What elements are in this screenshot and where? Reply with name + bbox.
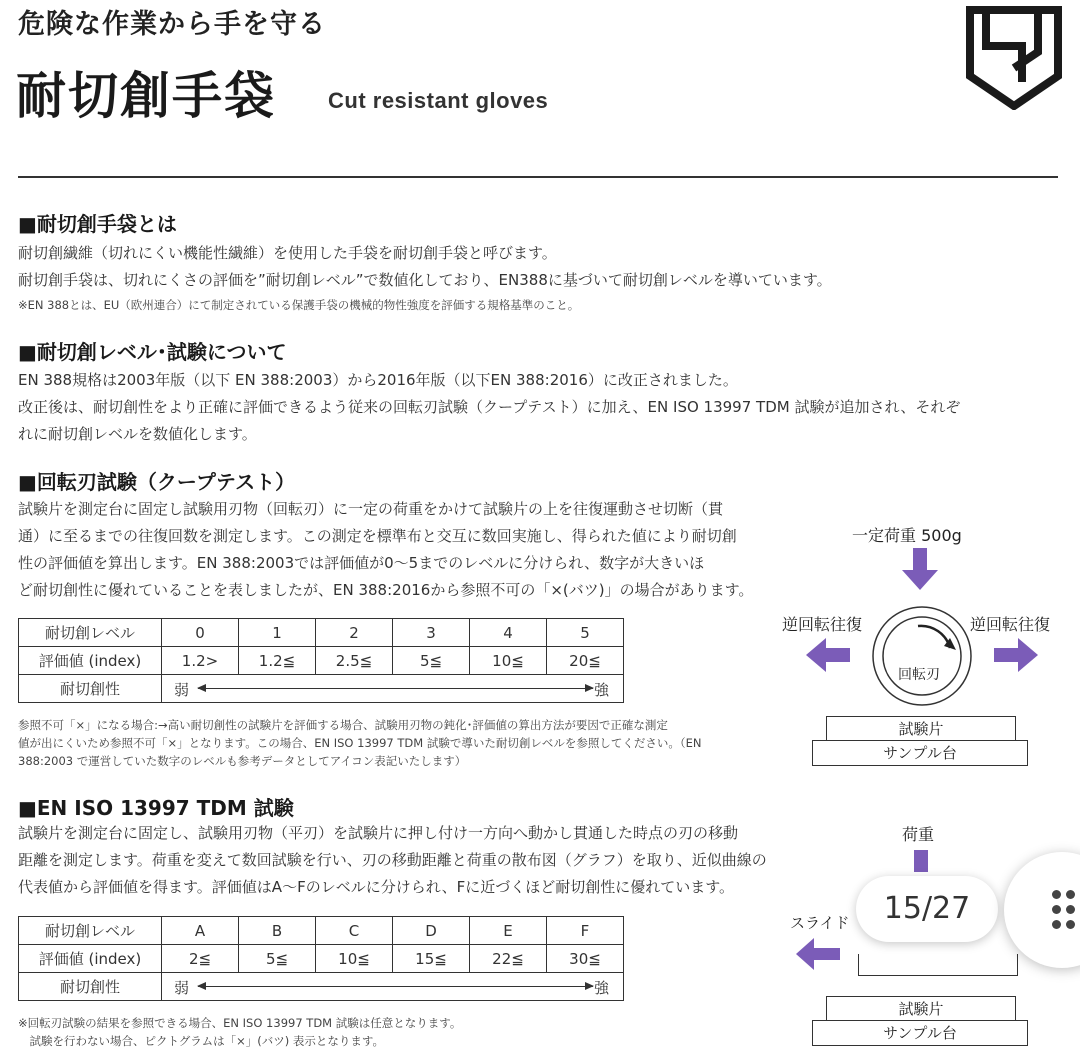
table-row <box>19 675 624 703</box>
rotary-blade-label: 回転刃 <box>898 667 940 683</box>
body-line: 通）に至るまでの往復回数を測定します。この測定を標準布と交互に数回実施し、得られた値により耐切創 <box>18 527 737 545</box>
coup-level-table <box>18 618 624 703</box>
coup-specimen-box: 試験片 <box>826 716 1016 742</box>
level-cell: E <box>470 917 547 945</box>
value-cell: 1.2≦ <box>239 647 316 675</box>
down-arrow-icon <box>900 548 940 592</box>
tdm-level-table <box>18 916 624 1001</box>
level-cell: 5 <box>547 619 624 647</box>
page-subtitle: 危険な作業から手を守る <box>18 9 326 40</box>
value-cell: 2≦ <box>162 945 239 973</box>
value-cell: 5≦ <box>393 647 470 675</box>
body-line: ど耐切創性に優れていることを表しましたが、EN 388:2016から参照不可の「×(バツ)」の場合があります。 <box>18 581 754 599</box>
note-line: 値が出にくいため参照不可「×」となります。この場合、EN ISO 13997 TDM 試験で導いた耐切創レベルを参照してください。（EN <box>18 736 702 750</box>
body-line: れに耐切創レベルを数値化します。 <box>18 425 257 443</box>
level-cell: D <box>393 917 470 945</box>
coup-right-label: 逆回転往復 <box>970 615 1051 634</box>
note-line: 参照不可「×」になる場合:→高い耐切創性の試験片を評価する場合、試験用刃物の鈍化･評価値の算出方法が要因で正確な測定 <box>18 718 668 732</box>
body-line: 距離を測定します。荷重を変えて数回試験を行い、刃の移動距離と荷重の散布図（グラフ）を取り、近似曲線の <box>18 851 767 869</box>
value-cell: 10≦ <box>470 647 547 675</box>
strong-label: 強 <box>593 681 609 699</box>
section-tdm-body <box>18 820 778 901</box>
value-cell: 2.5≦ <box>316 647 393 675</box>
tdm-slide-label: スライド <box>790 914 850 932</box>
tdm-load-label: 荷重 <box>902 825 935 844</box>
scale-arrow <box>198 688 593 689</box>
coup-left-label: 逆回転往復 <box>782 615 863 634</box>
resistance-scale <box>162 675 624 703</box>
row-label: 評価値 (index) <box>19 945 162 973</box>
value-cell: 5≦ <box>239 945 316 973</box>
row-label: 耐切創レベル <box>19 917 162 945</box>
table-row <box>19 973 624 1001</box>
section-about-body <box>18 240 1068 294</box>
section-heading-coup-test: ■回転刃試験（クープテスト） <box>18 470 296 494</box>
page-title: 耐切創手袋 <box>16 67 276 125</box>
grid-menu-button[interactable] <box>1004 852 1080 968</box>
strong-label: 強 <box>593 979 609 997</box>
section-about-note: ※EN 388とは、EU（欧州連合）にて制定されている保護手袋の機械的物性強度を評価する規格基準のこと。 <box>18 298 580 312</box>
body-line: 性の評価値を算出します。EN 388:2003では評価値が0〜5までのレベルに分けられ、数字が大きいほ <box>18 554 705 572</box>
level-cell: A <box>162 917 239 945</box>
level-cell: 2 <box>316 619 393 647</box>
value-cell: 1.2> <box>162 647 239 675</box>
row-label: 耐切創レベル <box>19 619 162 647</box>
load-bar-icon <box>914 850 928 872</box>
weak-label: 弱 <box>174 681 190 699</box>
row-label: 耐切創性 <box>19 675 162 703</box>
level-cell: B <box>239 917 316 945</box>
left-arrow-icon <box>806 638 850 672</box>
coup-notes <box>18 716 778 770</box>
tdm-specimen-box: 試験片 <box>826 996 1016 1022</box>
table-row <box>19 647 624 675</box>
page-title-english: Cut resistant gloves <box>328 88 549 113</box>
note-line: ※回転刃試験の結果を参照できる場合、EN ISO 13997 TDM 試験は任意となります。 <box>18 1016 462 1030</box>
row-label: 評価値 (index) <box>19 647 162 675</box>
body-line: 試験片を測定台に固定し試験用刃物（回転刃）に一定の荷重をかけて試験片の上を往復運動させ切断（貫 <box>18 500 724 518</box>
scale-arrow <box>198 986 593 987</box>
weak-label: 弱 <box>174 979 190 997</box>
page-indicator[interactable]: 15/27 <box>856 876 998 942</box>
value-cell: 22≦ <box>470 945 547 973</box>
coup-load-label: 一定荷重 500g <box>852 526 962 545</box>
section-heading-about: ■耐切創手袋とは <box>18 212 177 236</box>
section-heading-tdm-test: ■EN ISO 13997 TDM 試験 <box>18 796 294 820</box>
level-cell: 3 <box>393 619 470 647</box>
level-cell: 1 <box>239 619 316 647</box>
level-cell: 4 <box>470 619 547 647</box>
table-row <box>19 917 624 945</box>
right-arrow-icon <box>994 638 1038 672</box>
body-line: 耐切創手袋は、切れにくさの評価を”耐切創レベル”で数値化しており、EN388に基づいて耐切創レベルを導いています。 <box>18 271 832 289</box>
resistance-scale <box>162 973 624 1001</box>
header-divider <box>18 176 1058 178</box>
value-cell: 15≦ <box>393 945 470 973</box>
note-line: 388:2003 で運営していた数字のレベルも参考データとしてアイコン表記いたします） <box>18 754 467 768</box>
body-line: 代表値から評価値を得ます。評価値はA〜Fのレベルに分けられ、Fに近づくほど耐切創性に優れています。 <box>18 878 735 896</box>
table-row <box>19 619 624 647</box>
tdm-stage-box: サンプル台 <box>812 1020 1028 1046</box>
table-row <box>19 945 624 973</box>
body-line: 改正後は、耐切創性をより正確に評価できるよう従来の回転刃試験（クープテスト）に加え、EN ISO 13997 TDM 試験が追加され、それぞ <box>18 398 961 416</box>
level-cell: F <box>547 917 624 945</box>
rotary-blade-icon <box>870 604 974 708</box>
level-cell: 0 <box>162 619 239 647</box>
section-heading-levels: ■耐切創レベル･試験について <box>18 340 287 364</box>
tdm-notes <box>18 1014 778 1050</box>
section-levels-body <box>18 367 1068 448</box>
tdm-blade-holder <box>858 954 1018 976</box>
coup-stage-box: サンプル台 <box>812 740 1028 766</box>
brand-logo-icon <box>966 6 1062 110</box>
value-cell: 10≦ <box>316 945 393 973</box>
body-line: EN 388規格は2003年版（以下 EN 388:2003）から2016年版（以下EN 388:2016）に改正されました。 <box>18 371 738 389</box>
value-cell: 20≦ <box>547 647 624 675</box>
value-cell: 30≦ <box>547 945 624 973</box>
level-cell: C <box>316 917 393 945</box>
body-line: 試験片を測定台に固定し、試験用刃物（平刃）を試験片に押し付け一方向へ動かし貫通した時点の刃の移動 <box>18 824 739 842</box>
row-label: 耐切創性 <box>19 973 162 1001</box>
slide-left-arrow-icon <box>796 938 840 970</box>
body-line: 耐切創繊維（切れにくい機能性繊維）を使用した手袋を耐切創手袋と呼びます。 <box>18 244 557 262</box>
section-coup-body <box>18 496 778 604</box>
note-line: 試験を行わない場合、ピクトグラムは「×」(バツ) 表示となります。 <box>18 1034 384 1048</box>
